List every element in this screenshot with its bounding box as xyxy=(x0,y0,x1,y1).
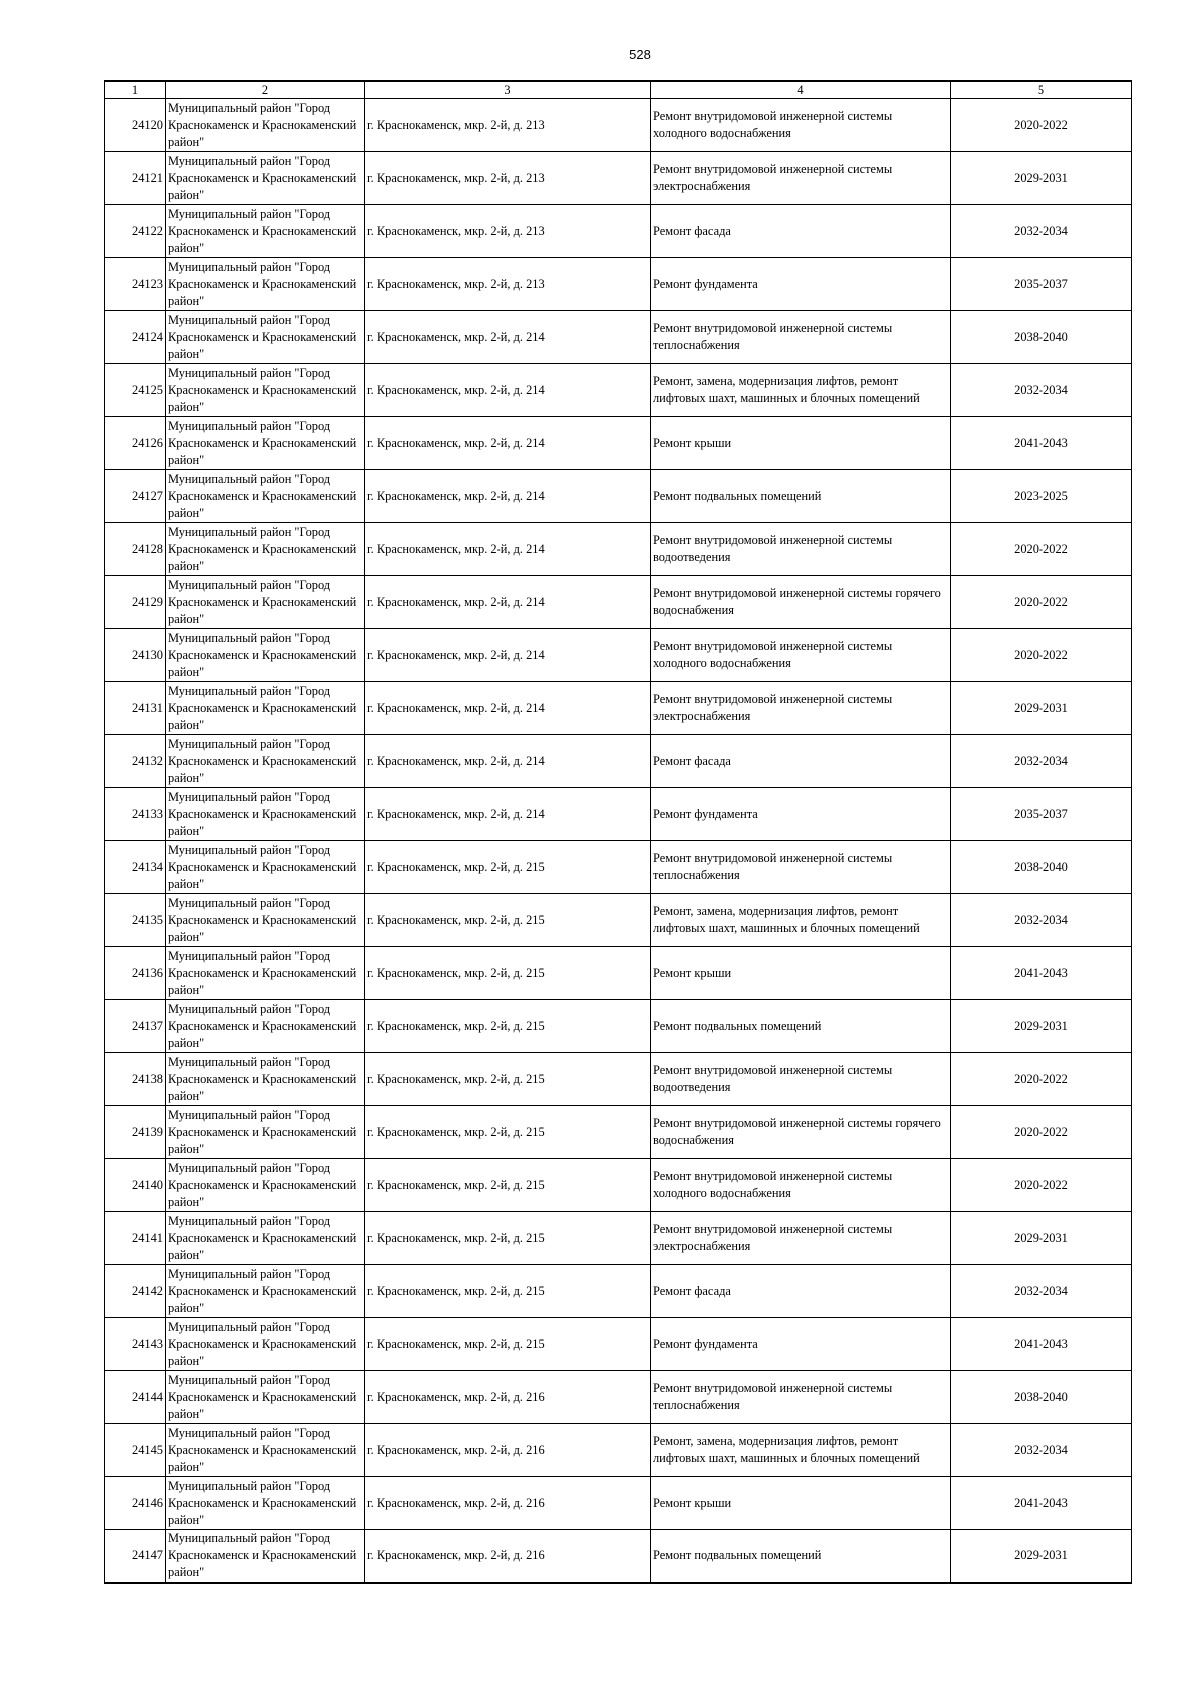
address-cell: г. Краснокаменск, мкр. 2-й, д. 216 xyxy=(365,1477,651,1530)
table-row xyxy=(105,735,1132,788)
table-row xyxy=(105,470,1132,523)
municipality-cell: Муниципальный район "Город Краснокаменск и Краснокаменский район" xyxy=(166,1424,365,1477)
col-header-2: 2 xyxy=(166,81,365,99)
address-cell: г. Краснокаменск, мкр. 2-й, д. 214 xyxy=(365,523,651,576)
municipality-cell: Муниципальный район "Город Краснокаменск и Краснокаменский район" xyxy=(166,1053,365,1106)
period-cell: 2020-2022 xyxy=(951,99,1132,152)
work-type-cell: Ремонт внутридомовой инженерной системы водоотведения xyxy=(651,1053,951,1106)
table-row xyxy=(105,1053,1132,1106)
row-number: 24146 xyxy=(105,1477,166,1530)
municipality-cell: Муниципальный район "Город Краснокаменск и Краснокаменский район" xyxy=(166,258,365,311)
row-number: 24141 xyxy=(105,1212,166,1265)
period-cell: 2020-2022 xyxy=(951,1159,1132,1212)
row-number: 24122 xyxy=(105,205,166,258)
address-cell: г. Краснокаменск, мкр. 2-й, д. 215 xyxy=(365,841,651,894)
table-row xyxy=(105,788,1132,841)
table-row xyxy=(105,1371,1132,1424)
table-row xyxy=(105,1212,1132,1265)
row-number: 24136 xyxy=(105,947,166,1000)
municipality-cell: Муниципальный район "Город Краснокаменск и Краснокаменский район" xyxy=(166,99,365,152)
table-row xyxy=(105,1530,1132,1583)
period-cell: 2032-2034 xyxy=(951,894,1132,947)
municipality-cell: Муниципальный район "Город Краснокаменск и Краснокаменский район" xyxy=(166,629,365,682)
work-type-cell: Ремонт подвальных помещений xyxy=(651,1530,951,1583)
work-type-cell: Ремонт внутридомовой инженерной системы теплоснабжения xyxy=(651,311,951,364)
period-cell: 2035-2037 xyxy=(951,258,1132,311)
address-cell: г. Краснокаменск, мкр. 2-й, д. 213 xyxy=(365,99,651,152)
period-cell: 2032-2034 xyxy=(951,364,1132,417)
table-row xyxy=(105,841,1132,894)
work-type-cell: Ремонт внутридомовой инженерной системы горячего водоснабжения xyxy=(651,576,951,629)
table-row xyxy=(105,205,1132,258)
col-header-3: 3 xyxy=(365,81,651,99)
municipality-cell: Муниципальный район "Город Краснокаменск и Краснокаменский район" xyxy=(166,1000,365,1053)
work-type-cell: Ремонт подвальных помещений xyxy=(651,470,951,523)
row-number: 24126 xyxy=(105,417,166,470)
row-number: 24133 xyxy=(105,788,166,841)
period-cell: 2020-2022 xyxy=(951,1053,1132,1106)
address-cell: г. Краснокаменск, мкр. 2-й, д. 214 xyxy=(365,735,651,788)
work-type-cell: Ремонт внутридомовой инженерной системы холодного водоснабжения xyxy=(651,1159,951,1212)
work-type-cell: Ремонт фундамента xyxy=(651,258,951,311)
table-row xyxy=(105,629,1132,682)
work-type-cell: Ремонт внутридомовой инженерной системы холодного водоснабжения xyxy=(651,99,951,152)
period-cell: 2041-2043 xyxy=(951,417,1132,470)
work-type-cell: Ремонт фасада xyxy=(651,1265,951,1318)
municipality-cell: Муниципальный район "Город Краснокаменск и Краснокаменский район" xyxy=(166,894,365,947)
period-cell: 2029-2031 xyxy=(951,152,1132,205)
table-row xyxy=(105,1318,1132,1371)
table-row xyxy=(105,947,1132,1000)
table-row xyxy=(105,258,1132,311)
work-type-cell: Ремонт внутридомовой инженерной системы водоотведения xyxy=(651,523,951,576)
municipality-cell: Муниципальный район "Город Краснокаменск и Краснокаменский район" xyxy=(166,417,365,470)
work-type-cell: Ремонт фасада xyxy=(651,735,951,788)
row-number: 24134 xyxy=(105,841,166,894)
period-cell: 2029-2031 xyxy=(951,1212,1132,1265)
municipality-cell: Муниципальный район "Город Краснокаменск и Краснокаменский район" xyxy=(166,576,365,629)
address-cell: г. Краснокаменск, мкр. 2-й, д. 215 xyxy=(365,1265,651,1318)
row-number: 24147 xyxy=(105,1530,166,1583)
address-cell: г. Краснокаменск, мкр. 2-й, д. 216 xyxy=(365,1530,651,1583)
table-row xyxy=(105,1477,1132,1530)
work-type-cell: Ремонт внутридомовой инженерной системы теплоснабжения xyxy=(651,841,951,894)
table-row xyxy=(105,682,1132,735)
municipality-cell: Муниципальный район "Город Краснокаменск и Краснокаменский район" xyxy=(166,1371,365,1424)
address-cell: г. Краснокаменск, мкр. 2-й, д. 214 xyxy=(365,788,651,841)
table-row xyxy=(105,523,1132,576)
address-cell: г. Краснокаменск, мкр. 2-й, д. 216 xyxy=(365,1371,651,1424)
address-cell: г. Краснокаменск, мкр. 2-й, д. 214 xyxy=(365,682,651,735)
period-cell: 2038-2040 xyxy=(951,841,1132,894)
work-type-cell: Ремонт внутридомовой инженерной системы теплоснабжения xyxy=(651,1371,951,1424)
address-cell: г. Краснокаменск, мкр. 2-й, д. 215 xyxy=(365,1212,651,1265)
municipality-cell: Муниципальный район "Город Краснокаменск и Краснокаменский район" xyxy=(166,841,365,894)
period-cell: 2035-2037 xyxy=(951,788,1132,841)
work-type-cell: Ремонт крыши xyxy=(651,1477,951,1530)
period-cell: 2020-2022 xyxy=(951,576,1132,629)
table-row xyxy=(105,894,1132,947)
municipality-cell: Муниципальный район "Город Краснокаменск и Краснокаменский район" xyxy=(166,1318,365,1371)
municipality-cell: Муниципальный район "Город Краснокаменск и Краснокаменский район" xyxy=(166,788,365,841)
period-cell: 2038-2040 xyxy=(951,1371,1132,1424)
work-type-cell: Ремонт внутридомовой инженерной системы электроснабжения xyxy=(651,1212,951,1265)
table-row xyxy=(105,417,1132,470)
address-cell: г. Краснокаменск, мкр. 2-й, д. 213 xyxy=(365,152,651,205)
address-cell: г. Краснокаменск, мкр. 2-й, д. 213 xyxy=(365,205,651,258)
row-number: 24139 xyxy=(105,1106,166,1159)
row-number: 24127 xyxy=(105,470,166,523)
table-header xyxy=(105,81,1132,99)
table-row xyxy=(105,311,1132,364)
municipality-cell: Муниципальный район "Город Краснокаменск и Краснокаменский район" xyxy=(166,682,365,735)
municipality-cell: Муниципальный район "Город Краснокаменск и Краснокаменский район" xyxy=(166,735,365,788)
row-number: 24135 xyxy=(105,894,166,947)
row-number: 24120 xyxy=(105,99,166,152)
period-cell: 2029-2031 xyxy=(951,1530,1132,1583)
col-header-4: 4 xyxy=(651,81,951,99)
address-cell: г. Краснокаменск, мкр. 2-й, д. 214 xyxy=(365,629,651,682)
period-cell: 2038-2040 xyxy=(951,311,1132,364)
table-row xyxy=(105,152,1132,205)
address-cell: г. Краснокаменск, мкр. 2-й, д. 215 xyxy=(365,947,651,1000)
table-row xyxy=(105,1106,1132,1159)
period-cell: 2041-2043 xyxy=(951,1318,1132,1371)
municipality-cell: Муниципальный район "Город Краснокаменск и Краснокаменский район" xyxy=(166,1265,365,1318)
work-type-cell: Ремонт внутридомовой инженерной системы холодного водоснабжения xyxy=(651,629,951,682)
period-cell: 2023-2025 xyxy=(951,470,1132,523)
municipality-cell: Муниципальный район "Город Краснокаменск и Краснокаменский район" xyxy=(166,205,365,258)
table-row xyxy=(105,576,1132,629)
col-header-5: 5 xyxy=(951,81,1132,99)
period-cell: 2041-2043 xyxy=(951,1477,1132,1530)
work-type-cell: Ремонт фасада xyxy=(651,205,951,258)
period-cell: 2032-2034 xyxy=(951,735,1132,788)
capital-repair-table xyxy=(104,80,1132,1584)
work-type-cell: Ремонт подвальных помещений xyxy=(651,1000,951,1053)
municipality-cell: Муниципальный район "Город Краснокаменск и Краснокаменский район" xyxy=(166,1477,365,1530)
row-number: 24128 xyxy=(105,523,166,576)
municipality-cell: Муниципальный район "Город Краснокаменск и Краснокаменский район" xyxy=(166,1212,365,1265)
row-number: 24145 xyxy=(105,1424,166,1477)
row-number: 24125 xyxy=(105,364,166,417)
municipality-cell: Муниципальный район "Город Краснокаменск и Краснокаменский район" xyxy=(166,1106,365,1159)
period-cell: 2020-2022 xyxy=(951,523,1132,576)
col-header-1: 1 xyxy=(105,81,166,99)
period-cell: 2032-2034 xyxy=(951,1265,1132,1318)
address-cell: г. Краснокаменск, мкр. 2-й, д. 214 xyxy=(365,417,651,470)
municipality-cell: Муниципальный район "Город Краснокаменск и Краснокаменский район" xyxy=(166,1159,365,1212)
row-number: 24142 xyxy=(105,1265,166,1318)
table-row xyxy=(105,364,1132,417)
address-cell: г. Краснокаменск, мкр. 2-й, д. 215 xyxy=(365,894,651,947)
address-cell: г. Краснокаменск, мкр. 2-й, д. 215 xyxy=(365,1318,651,1371)
work-type-cell: Ремонт крыши xyxy=(651,947,951,1000)
row-number: 24143 xyxy=(105,1318,166,1371)
municipality-cell: Муниципальный район "Город Краснокаменск и Краснокаменский район" xyxy=(166,364,365,417)
work-type-cell: Ремонт, замена, модернизация лифтов, ремонт лифтовых шахт, машинных и блочных помещений xyxy=(651,364,951,417)
period-cell: 2041-2043 xyxy=(951,947,1132,1000)
row-number: 24132 xyxy=(105,735,166,788)
municipality-cell: Муниципальный район "Город Краснокаменск и Краснокаменский район" xyxy=(166,311,365,364)
row-number: 24121 xyxy=(105,152,166,205)
table-row xyxy=(105,1159,1132,1212)
address-cell: г. Краснокаменск, мкр. 2-й, д. 214 xyxy=(365,311,651,364)
row-number: 24131 xyxy=(105,682,166,735)
table-row xyxy=(105,99,1132,152)
work-type-cell: Ремонт внутридомовой инженерной системы электроснабжения xyxy=(651,682,951,735)
row-number: 24123 xyxy=(105,258,166,311)
period-cell: 2032-2034 xyxy=(951,205,1132,258)
row-number: 24124 xyxy=(105,311,166,364)
row-number: 24144 xyxy=(105,1371,166,1424)
table-row xyxy=(105,1424,1132,1477)
municipality-cell: Муниципальный район "Город Краснокаменск и Краснокаменский район" xyxy=(166,947,365,1000)
work-type-cell: Ремонт внутридомовой инженерной системы горячего водоснабжения xyxy=(651,1106,951,1159)
table-row xyxy=(105,1265,1132,1318)
work-type-cell: Ремонт, замена, модернизация лифтов, ремонт лифтовых шахт, машинных и блочных помещений xyxy=(651,894,951,947)
address-cell: г. Краснокаменск, мкр. 2-й, д. 214 xyxy=(365,364,651,417)
address-cell: г. Краснокаменск, мкр. 2-й, д. 215 xyxy=(365,1159,651,1212)
work-type-cell: Ремонт крыши xyxy=(651,417,951,470)
row-number: 24129 xyxy=(105,576,166,629)
period-cell: 2032-2034 xyxy=(951,1424,1132,1477)
work-type-cell: Ремонт внутридомовой инженерной системы электроснабжения xyxy=(651,152,951,205)
address-cell: г. Краснокаменск, мкр. 2-й, д. 215 xyxy=(365,1000,651,1053)
table-row xyxy=(105,1000,1132,1053)
page-number: 528 xyxy=(629,47,651,62)
work-type-cell: Ремонт фундамента xyxy=(651,788,951,841)
row-number: 24138 xyxy=(105,1053,166,1106)
row-number: 24140 xyxy=(105,1159,166,1212)
table-body xyxy=(105,99,1132,1583)
period-cell: 2029-2031 xyxy=(951,1000,1132,1053)
address-cell: г. Краснокаменск, мкр. 2-й, д. 214 xyxy=(365,470,651,523)
address-cell: г. Краснокаменск, мкр. 2-й, д. 214 xyxy=(365,576,651,629)
period-cell: 2020-2022 xyxy=(951,629,1132,682)
address-cell: г. Краснокаменск, мкр. 2-й, д. 215 xyxy=(365,1053,651,1106)
work-type-cell: Ремонт фундамента xyxy=(651,1318,951,1371)
address-cell: г. Краснокаменск, мкр. 2-й, д. 215 xyxy=(365,1106,651,1159)
municipality-cell: Муниципальный район "Город Краснокаменск и Краснокаменский район" xyxy=(166,1530,365,1583)
municipality-cell: Муниципальный район "Город Краснокаменск и Краснокаменский район" xyxy=(166,470,365,523)
municipality-cell: Муниципальный район "Город Краснокаменск и Краснокаменский район" xyxy=(166,152,365,205)
address-cell: г. Краснокаменск, мкр. 2-й, д. 216 xyxy=(365,1424,651,1477)
period-cell: 2020-2022 xyxy=(951,1106,1132,1159)
municipality-cell: Муниципальный район "Город Краснокаменск и Краснокаменский район" xyxy=(166,523,365,576)
row-number: 24137 xyxy=(105,1000,166,1053)
header-row xyxy=(105,81,1132,99)
address-cell: г. Краснокаменск, мкр. 2-й, д. 213 xyxy=(365,258,651,311)
period-cell: 2029-2031 xyxy=(951,682,1132,735)
row-number: 24130 xyxy=(105,629,166,682)
work-type-cell: Ремонт, замена, модернизация лифтов, ремонт лифтовых шахт, машинных и блочных помещений xyxy=(651,1424,951,1477)
